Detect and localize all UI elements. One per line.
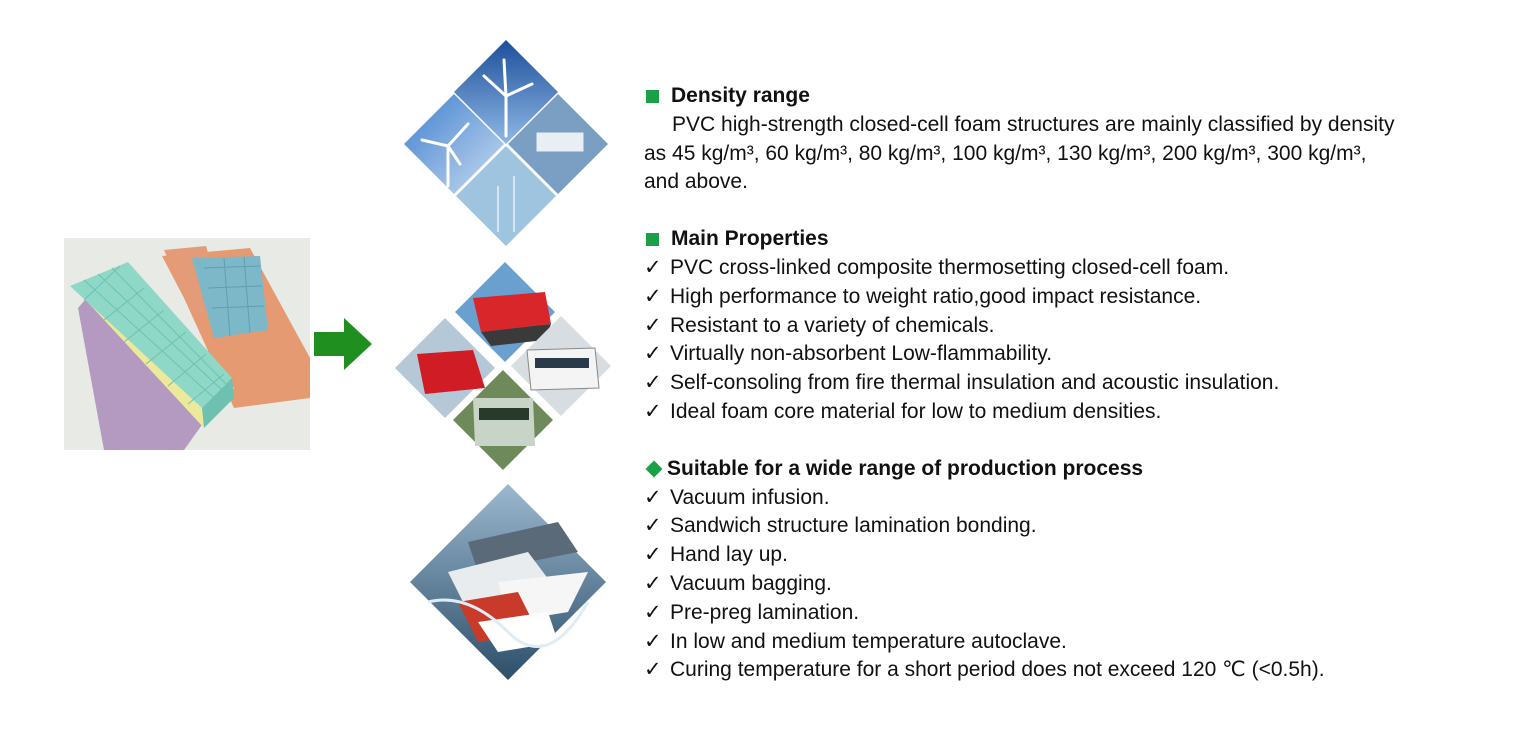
process-text: Vacuum infusion. [670, 485, 830, 509]
process-text: Sandwich structure lamination bonding. [670, 514, 1037, 538]
right-arrow-icon [314, 318, 372, 370]
process-text: Curing temperature for a short period does not exceed 120 ℃ (<0.5h). [670, 658, 1325, 682]
process-item [644, 656, 1514, 685]
density-paragraph [644, 111, 1514, 197]
property-item [644, 369, 1514, 398]
green-square-icon [646, 233, 659, 246]
process-item [644, 512, 1514, 541]
properties-heading [644, 225, 1514, 254]
check-icon: ✓ [644, 629, 662, 653]
check-icon: ✓ [644, 658, 662, 682]
process-item [644, 484, 1514, 513]
process-list [644, 484, 1514, 686]
check-icon: ✓ [644, 600, 662, 624]
check-icon: ✓ [644, 571, 662, 595]
property-item [644, 254, 1514, 283]
spec-text-column [644, 82, 1514, 685]
process-item [644, 541, 1514, 570]
process-heading-text: Suitable for a wide range of production process [667, 456, 1144, 480]
process-text: Pre-preg lamination. [670, 600, 860, 624]
process-text: Hand lay up. [670, 543, 788, 567]
property-text: Virtually non-absorbent Low-flammability. [670, 342, 1053, 366]
transportation-collage [395, 258, 611, 474]
check-icon: ✓ [644, 543, 662, 567]
property-item [644, 283, 1514, 312]
check-icon: ✓ [644, 371, 662, 395]
density-line: as 45 kg/m³, 60 kg/m³, 80 kg/m³, 100 kg/m³, 130 kg/m³, 200 kg/m³, 300 kg/m³, [644, 141, 1367, 165]
green-square-icon [646, 90, 659, 103]
property-item [644, 398, 1514, 427]
check-icon: ✓ [644, 255, 662, 279]
property-text: Resistant to a variety of chemicals. [670, 313, 995, 337]
foam-sheets-photo [64, 238, 310, 450]
wind-turbine-collage [398, 36, 614, 252]
process-text: In low and medium temperature autoclave. [670, 629, 1067, 653]
marine-vessel-collage [408, 482, 608, 682]
density-line: and above. [644, 170, 748, 194]
property-text: High performance to weight ratio,good impact resistance. [670, 284, 1202, 308]
check-icon: ✓ [644, 342, 662, 366]
density-line: PVC high-strength closed-cell foam structures are mainly classified by density [672, 112, 1395, 136]
properties-list [644, 254, 1514, 427]
process-item [644, 599, 1514, 628]
green-diamond-icon [646, 461, 663, 478]
process-item [644, 570, 1514, 599]
check-icon: ✓ [644, 313, 662, 337]
property-text: PVC cross-linked composite thermosetting closed-cell foam. [670, 255, 1230, 279]
process-text: Vacuum bagging. [670, 571, 832, 595]
density-heading [644, 82, 1514, 111]
check-icon: ✓ [644, 485, 662, 509]
check-icon: ✓ [644, 399, 662, 423]
density-heading-text: Density range [671, 84, 810, 107]
check-icon: ✓ [644, 514, 662, 538]
properties-heading-text: Main Properties [671, 227, 829, 251]
property-item [644, 340, 1514, 369]
property-text: Ideal foam core material for low to medium densities. [670, 399, 1162, 423]
property-item [644, 312, 1514, 341]
process-heading [644, 455, 1514, 484]
property-text: Self-consoling from fire thermal insulation and acoustic insulation. [670, 371, 1280, 395]
check-icon: ✓ [644, 284, 662, 308]
process-item [644, 628, 1514, 657]
